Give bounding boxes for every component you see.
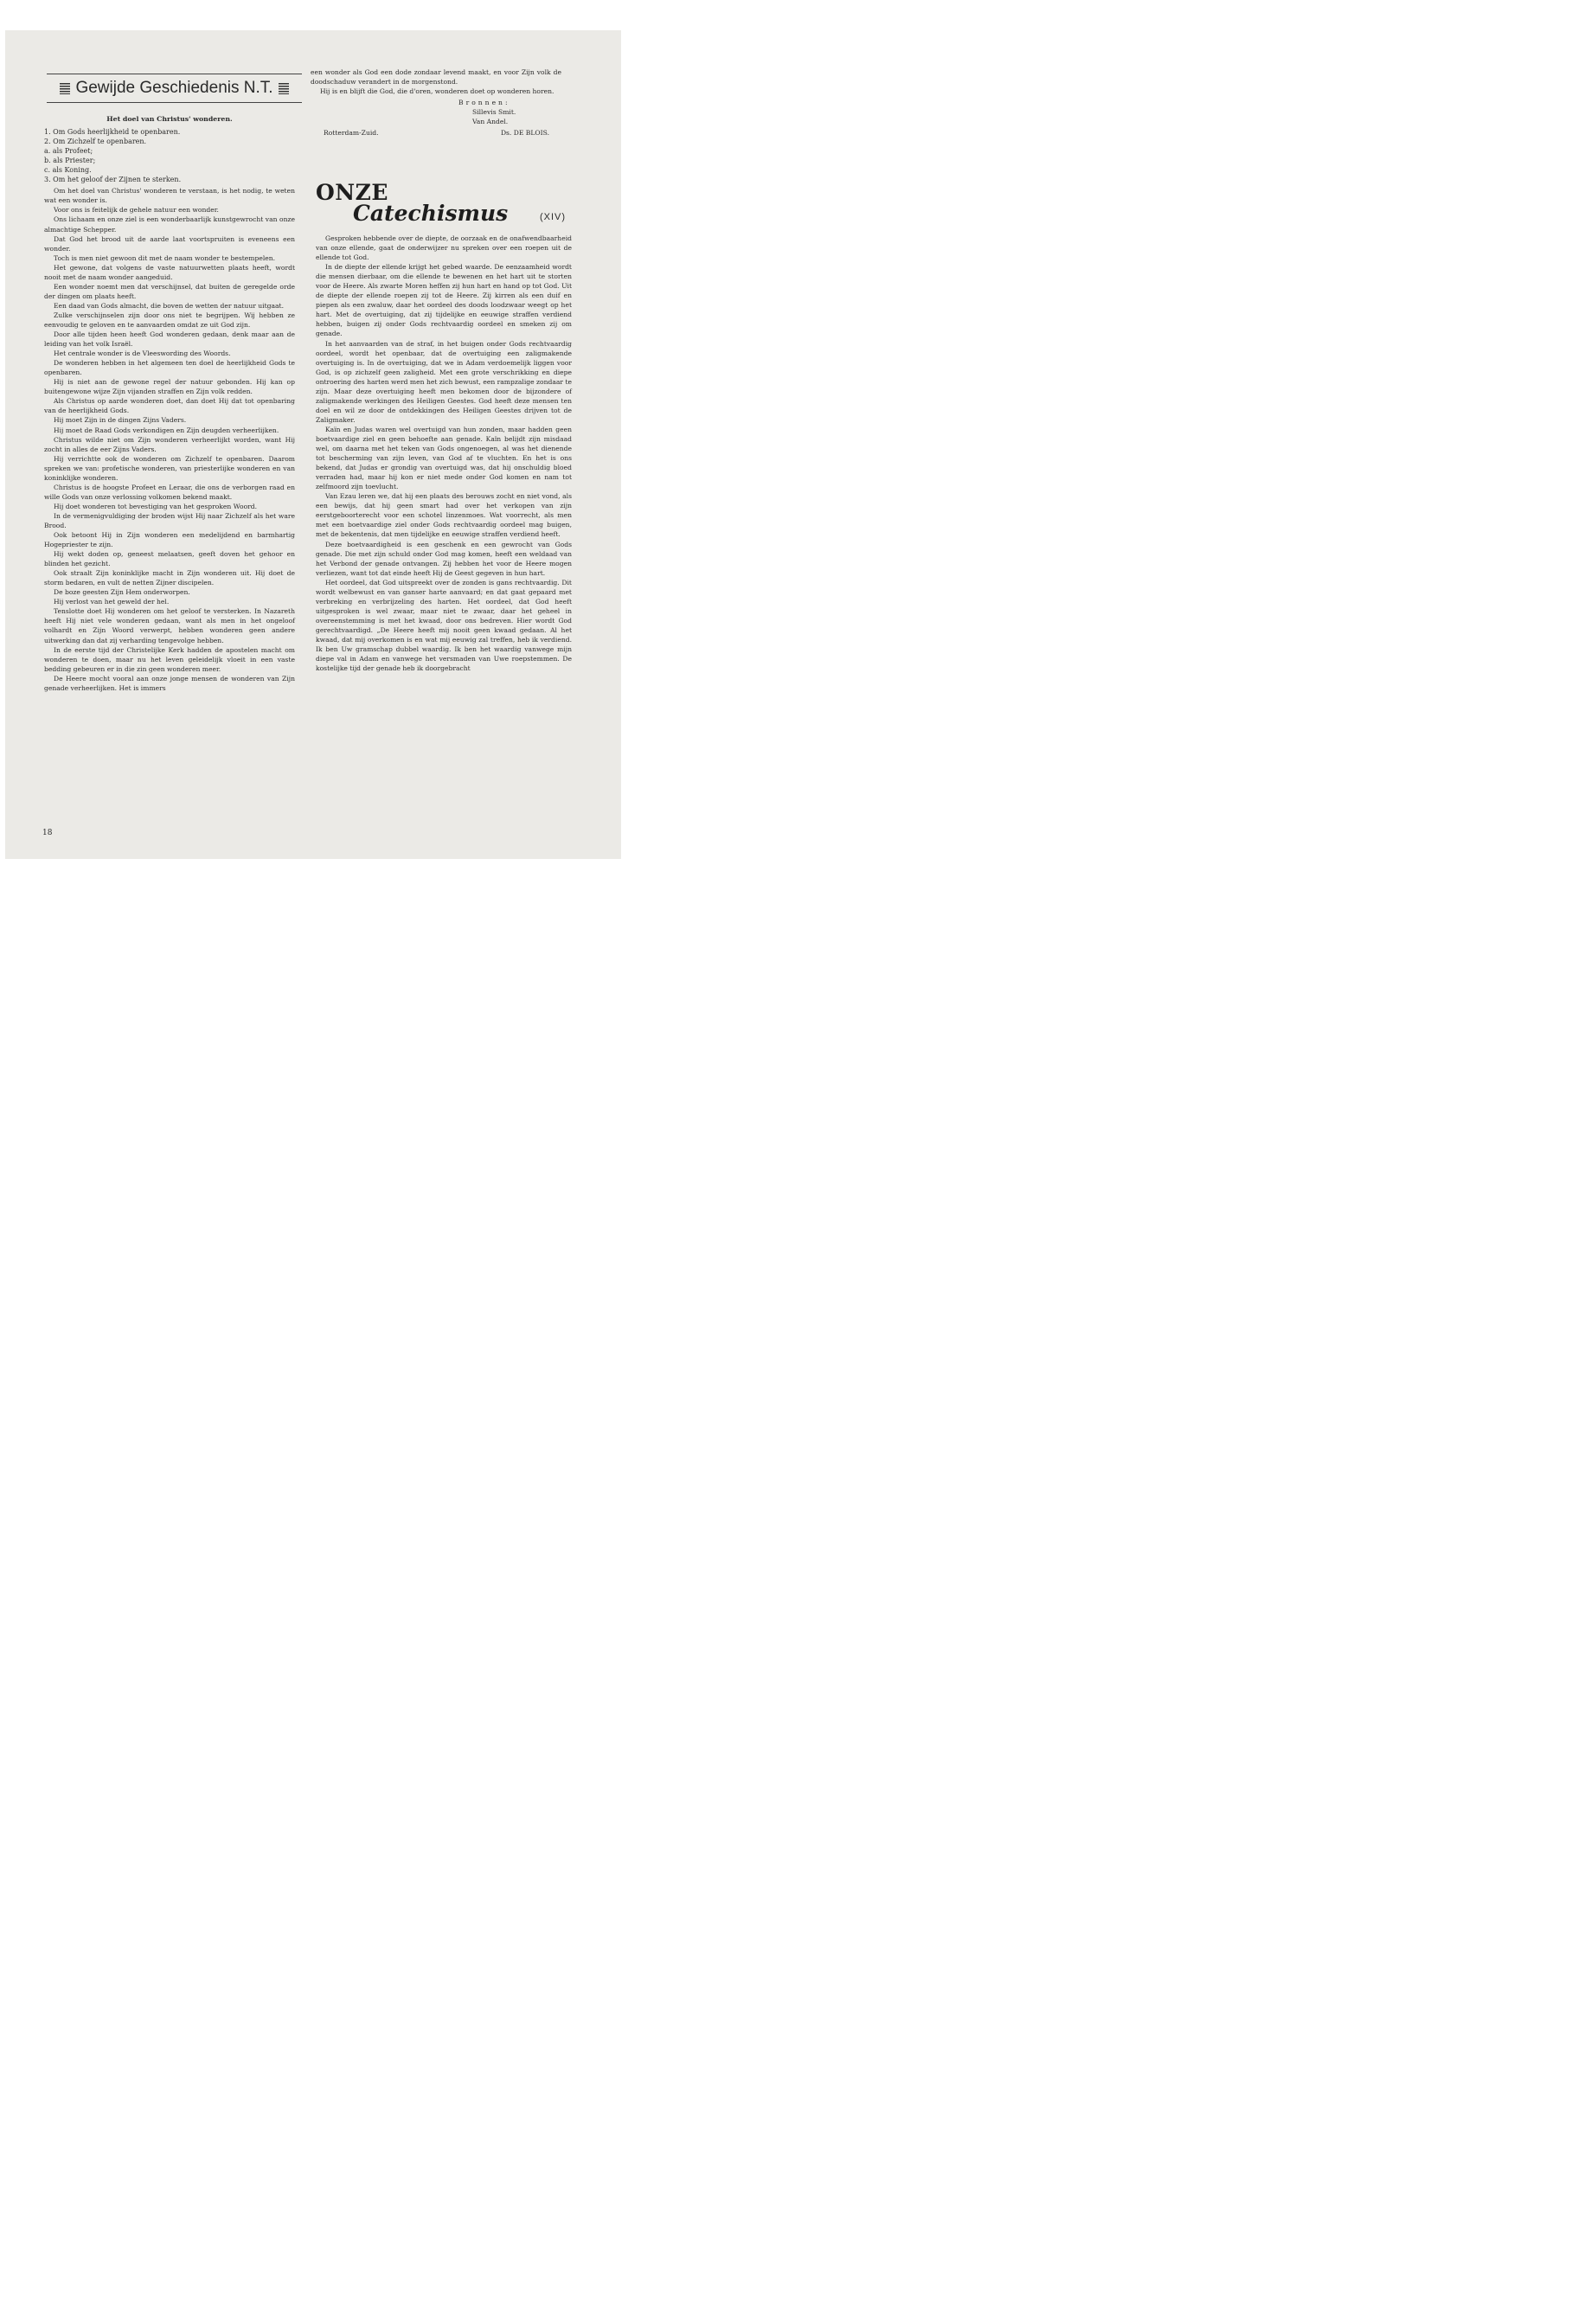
sources-block bbox=[311, 98, 561, 126]
paragraph: Om het doel van Christus' wonderen te verstaan, is het nodig, te weten wat een wonder is. bbox=[44, 187, 295, 205]
right-paragraphs bbox=[316, 234, 572, 673]
left-column bbox=[44, 107, 295, 693]
article-subtitle: Het doel van Christus' wonderen. bbox=[106, 115, 233, 123]
paragraph: Hij moet de Raad Gods verkondigen en Zijn deugden verheerlijken. bbox=[54, 426, 279, 434]
heading-onze: ONZE bbox=[316, 180, 388, 205]
outline-item: a. als Profeet; bbox=[44, 147, 93, 156]
title-ornament-left bbox=[60, 83, 70, 94]
paragraph: In de vermenigvuldiging der broden wijst Hij naar Zichzelf als het ware Brood. bbox=[44, 511, 295, 529]
paragraph: Het oordeel, dat God uitspreekt over de zonden is gans rechtvaardig. Dit wordt welbewust en van ganser harte aanvaard; en dat gaat gepaard met verbreking en verbrijzeling des harten. Het oordeel, dat God heeft uitgesproken is wel zwaar, maar niet te zwaar, daar het geheel in overeenstemming is met het kwaad, door ons bedreven. Hier wordt God gerechtvaardigd. „De Heere heeft mij nooit geen kwaad gedaan. Al het kwaad, dat mij overkomen is en wat mij eeuwig zal treffen, heb ik verdiend. Ik ben Uw gramschap dubbel waardig. Ik ben het waardig vanwege mijn diepe val in Adam en vanwege het versmaden van Uwe roepstemmen. De kostelijke tijd der genade heb ik doorgebracht bbox=[316, 578, 572, 673]
paragraph: Zulke verschijnselen zijn door ons niet te begrijpen. Wij hebben ze eenvoudig te geloven en te aanvaarden omdat ze uit God zijn. bbox=[44, 311, 295, 329]
paragraph: Een daad van Gods almacht, die boven de wetten der natuur uitgaat. bbox=[54, 301, 284, 310]
source-item: Sillevis Smit. bbox=[472, 108, 516, 117]
section-title: Gewijde Geschiedenis N.T. bbox=[75, 79, 273, 97]
place: Rotterdam-Zuid. bbox=[324, 129, 379, 138]
paragraph: In het aanvaarden van de straf, in het buigen onder Gods rechtvaardig oordeel, wordt het openbaar, dat de overtuiging een zaligmakende overtuiging is. In de overtuiging, dat we in Adam verdoemelijk liggen voor God, is op zichzelf geen zaligheid. Met een grote verschrikking en diepe ontroering des harten werd men het zich bewust, een rampzalige zondaar te zijn. Maar deze overtuiging heeft men bekomen door de bijzondere of zaligmakende werkingen des Heiligen Geestes. God heeft deze mensen ten doel en wil ze door de ontdekkingen des Heiligen Geestes drijven tot de Zaligmaker. bbox=[316, 339, 572, 424]
paragraph: Hij moet Zijn in de dingen Zijns Vaders. bbox=[54, 416, 187, 425]
title-ornament-right bbox=[279, 83, 289, 94]
left-paragraphs bbox=[44, 186, 295, 692]
section-title-bar bbox=[47, 74, 302, 103]
paragraph: Gesproken hebbende over de diepte, de oorzaak en de onafwendbaarheid van onze ellende, gaat de onderwijzer nu spreken over een roepen uit de ellende tot God. bbox=[316, 234, 572, 262]
outline-item: 1. Om Gods heerlijkheid te openbaren. bbox=[44, 128, 181, 137]
paragraph: Christus is de hoogste Profeet en Leraar, die ons de verborgen raad en wille Gods van onze verlossing volkomen bekend maakt. bbox=[44, 483, 295, 501]
signature-line bbox=[311, 128, 561, 138]
heading-catechismus: Catechismus bbox=[353, 201, 509, 226]
paragraph: Hij doet wonderen tot bevestiging van het gesproken Woord. bbox=[54, 502, 258, 510]
paragraph: Kaïn en Judas waren wel overtuigd van hun zonden, maar hadden geen boetvaardige ziel en geen behoefte aan genade. Kaïn belijdt zijn misdaad wel, om daarna met het teken van Gods ongenoegen, al was het dienende tot bescherming van zijn leven, van God af te vluchten. En het is ons bekend, dat Judas er grondig van overtuigd was, dat hij onschuldig bloed verraden had, maar hij kon er niet mede onder God komen en nam tot zelfmoord zijn toevlucht. bbox=[316, 425, 572, 491]
paragraph: Toch is men niet gewoon dit met de naam wonder te bestempelen. bbox=[54, 253, 276, 262]
paragraph: De boze geesten Zijn Hem onderworpen. bbox=[54, 588, 190, 597]
paragraph: Een wonder noemt men dat verschijnsel, dat buiten de geregelde orde der dingen om plaats heeft. bbox=[44, 282, 295, 300]
paragraph: Dat God het brood uit de aarde laat voortspruiten is eveneens een wonder. bbox=[44, 234, 295, 253]
paragraph: Deze boetvaardigheid is een geschenk en een gewrocht van Gods genade. Die met zijn schuld onder God mag komen, heeft een weldaad van het Verbond der genade ontvangen. Zij hebben het voor de Heere mogen verliezen, want tot dat einde heeft Hij de Geest gegeven in hun hart. bbox=[316, 540, 572, 577]
author: Ds. DE BLOIS. bbox=[500, 129, 549, 138]
sources-label: Bronnen: bbox=[458, 99, 510, 107]
paragraph: Hij wekt doden op, geneest melaatsen, geeft doven het gehoor en blinden het gezicht. bbox=[44, 550, 295, 568]
paragraph: Hij is niet aan de gewone regel der natuur gebonden. Hij kan op buitengewone wijze Zijn vijanden straffen en Zijn volk redden. bbox=[44, 378, 295, 396]
paragraph: Hij is en blijft die God, die d'oren, wonderen doet op wonderen horen. bbox=[320, 87, 554, 96]
outline-item: c. als Koning. bbox=[44, 166, 92, 175]
paragraph: Door alle tijden heen heeft God wonderen gedaan, denk maar aan de leiding van het volk Israël. bbox=[44, 330, 295, 349]
paragraph: Tenslotte doet Hij wonderen om het geloof te versterken. In Nazareth heeft Hij niet vele wonderen gedaan, want als men in het ongeloof volhardt en Zijn Woord verwerpt, hebben wonderen geen andere uitwerking dan dat zij verharding tengevolge hebben. bbox=[44, 607, 295, 644]
outline-item: 2. Om Zichzelf te openbaren. bbox=[44, 138, 147, 146]
paragraph: een wonder als God een dode zondaar levend maakt, en voor Zijn volk de doodschaduw verandert in de morgenstond. bbox=[311, 68, 561, 87]
page-number: 18 bbox=[42, 829, 53, 837]
paragraph: Voor ons is feitelijk de gehele natuur een wonder. bbox=[54, 206, 219, 215]
paragraph: Ons lichaam en onze ziel is een wonderbaarlijk kunstgewrocht van onze almachtige Schepper. bbox=[44, 215, 295, 234]
right-column bbox=[316, 234, 572, 673]
right-top-block bbox=[311, 67, 561, 138]
paragraph: In de eerste tijd der Christelijke Kerk hadden de apostelen macht om wonderen te doen, maar nu het leven geleidelijk vloeit in een vaste bedding gebeuren er in die zin geen wonderen meer. bbox=[44, 645, 295, 673]
outline-item: b. als Priester; bbox=[44, 157, 96, 165]
outline-item: 3. Om het geloof der Zijnen te sterken. bbox=[44, 176, 182, 184]
paragraph: Als Christus op aarde wonderen doet, dan doet Hij dat tot openbaring van de heerlijkheid Gods. bbox=[44, 397, 295, 415]
outline-list bbox=[44, 127, 295, 184]
paragraph: In de diepte der ellende krijgt het gebed waarde. De eenzaamheid wordt die mensen dierbaar, om die ellende te bewenen en het hart uit te storten voor de Heere. Als zwarte Moren heffen zij hun hart en hand op tot God. Uit de diepte der ellende roepen zij tot de Heere. Zij kirren als een duif en piepen als een zwaluw, daar het oordeel des doods loodzwaar weegt op het hart. Met de overtuiging, dat zij tijdelijke en eeuwige straffen verdiend hebben, buigen zij onder Gods rechtvaardig oordeel en smeken zij om genade. bbox=[316, 263, 572, 338]
source-item: Van Andel. bbox=[472, 118, 509, 126]
paragraph: Het centrale wonder is de Vleeswording des Woords. bbox=[54, 349, 231, 358]
paragraph: Ook betoont Hij in Zijn wonderen een medelijdend en barmhartig Hogepriester te zijn. bbox=[44, 531, 295, 549]
paragraph: Het gewone, dat volgens de vaste natuurwetten plaats heeft, wordt nooit met de naam wonder aangeduid. bbox=[44, 263, 295, 281]
paragraph: Van Ezau leren we, dat hij een plaats des berouws zocht en niet vond, als een bewijs, dat hij geen smart had over het verkopen van zijn eerstgeboorterecht voor een schotel linzenmoes. Wat voorrecht, als men met een boetvaardige ziel onder Gods rechtvaardig oordeel mag buigen, met de bekentenis, dat men tijdelijke en eeuwige straffen verdiend heeft. bbox=[316, 492, 572, 539]
paragraph: De Heere mocht vooral aan onze jonge mensen de wonderen van Zijn genade verheerlijken. Het is immers bbox=[44, 674, 295, 692]
paragraph: Ook straalt Zijn koninklijke macht in Zijn wonderen uit. Hij doet de storm bedaren, en vult de netten Zijner discipelen. bbox=[44, 569, 295, 587]
heading-number: (XIV) bbox=[540, 212, 567, 222]
paragraph: De wonderen hebben in het algemeen ten doel de heerlijkheid Gods te openbaren. bbox=[44, 359, 295, 377]
paragraph: Hij verrichtte ook de wonderen om Zichzelf te openbaren. Daarom spreken we van: profetische wonderen, van priesterlijke wonderen en van koninklijke wonderen. bbox=[44, 454, 295, 482]
paragraph: Hij verlost van het geweld der hel. bbox=[54, 598, 170, 606]
paragraph: Christus wilde niet om Zijn wonderen verheerlijkt worden, want Hij zocht in alles de eer Zijns Vaders. bbox=[44, 435, 295, 453]
